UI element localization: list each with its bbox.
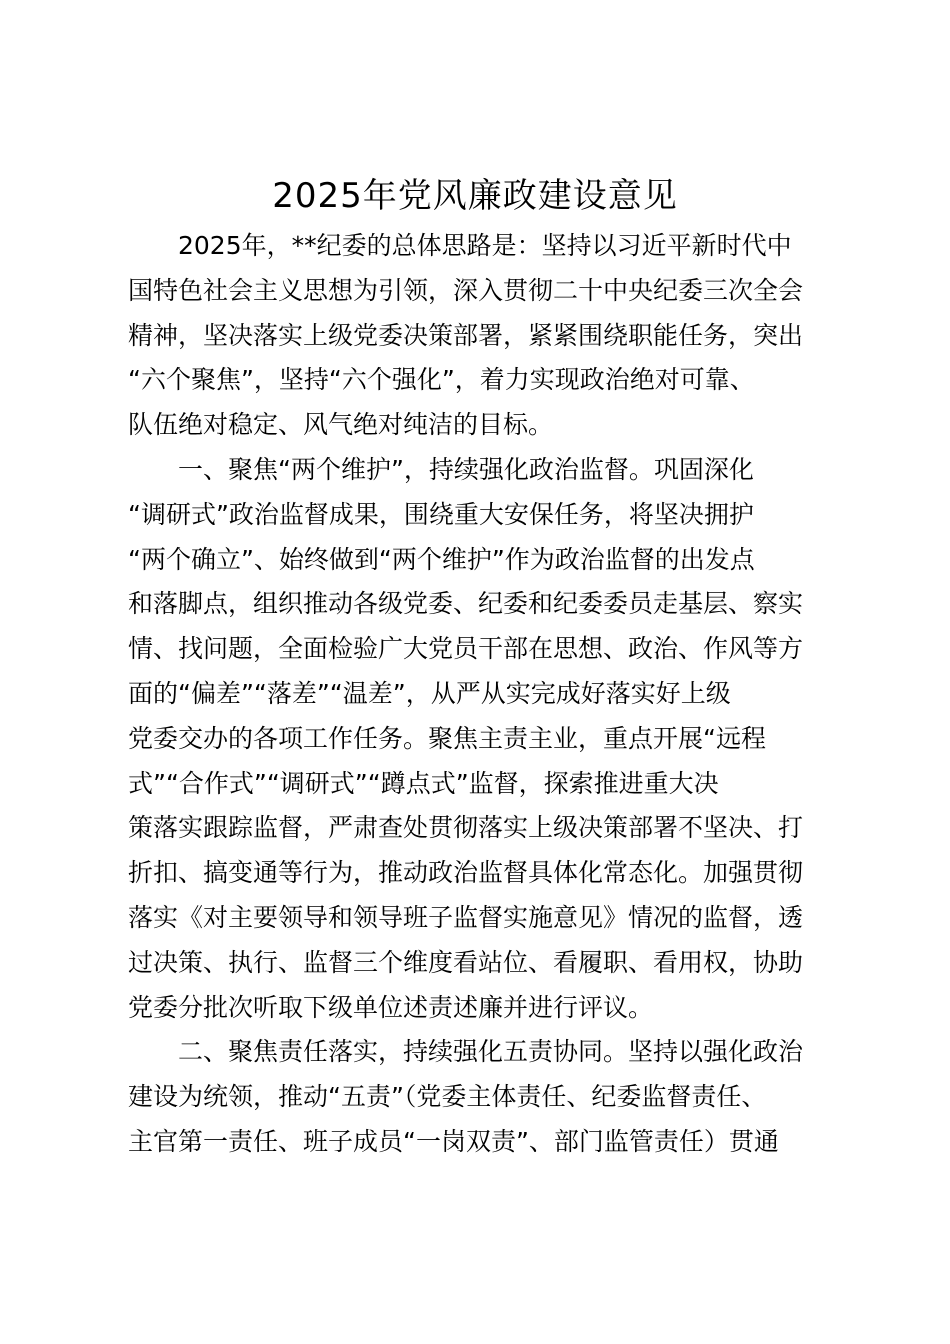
paragraph-line: 二、聚焦责任落实，持续强化五责协同。坚持以强化政治 xyxy=(178,1037,804,1067)
paragraph-section-2 xyxy=(128,1030,828,1164)
paragraph-line: 折扣、搞变通等行为，推动政治监督具体化常态化。加强贯彻 xyxy=(128,858,804,888)
paragraph-line: 情、找问题，全面检验广大党员干部在思想、政治、作风等方 xyxy=(128,634,804,664)
paragraph-line: 落实《对主要领导和领导班子监督实施意见》情况的监督，透 xyxy=(128,902,804,932)
paragraph-line: 国特色社会主义思想为引领，深入贯彻二十中央纪委三次全会 xyxy=(128,275,804,305)
paragraph-line: 建设为统领，推动“五责”（党委主体责任、纪委监督责任、 xyxy=(128,1082,767,1112)
paragraph-line: 2025年，**纪委的总体思路是：坚持以习近平新时代中 xyxy=(178,231,792,260)
paragraph-line: 党委分批次听取下级单位述责述廉并进行评议。 xyxy=(128,992,654,1022)
paragraph-line: 过决策、执行、监督三个维度看站位、看履职、看用权，协助 xyxy=(128,947,804,977)
paragraph-line: “两个确立”、始终做到“两个维护”作为政治监督的出发点 xyxy=(128,544,755,574)
paragraph-line: 式”“合作式”“调研式”“蹲点式”监督，探索推进重大决 xyxy=(128,768,719,798)
paragraph-line: 策落实跟踪监督，严肃查处贯彻落实上级决策部署不坚决、打 xyxy=(128,813,804,843)
paragraph-line: “调研式”政治监督成果，围绕重大安保任务，将坚决拥护 xyxy=(128,499,754,529)
paragraph-line: 面的“偏差”“落差”“温差”，从严从实完成好落实好上级 xyxy=(128,678,731,708)
paragraph-line: “六个聚焦”，坚持“六个强化”，着力实现政治绝对可靠、 xyxy=(128,365,755,395)
paragraph-intro xyxy=(128,224,828,448)
paragraph-line: 精神，坚决落实上级党委决策部署，紧紧围绕职能任务，突出 xyxy=(128,320,804,350)
document-body xyxy=(128,224,828,1165)
document-title: 2025年党风廉政建设意见 xyxy=(272,176,678,216)
paragraph-line: 党委交办的各项工作任务。聚焦主责主业，重点开展“远程 xyxy=(128,723,766,753)
paragraph-line: 主官第一责任、班子成员“一岗双责”、部门监管责任）贯通 xyxy=(128,1126,779,1156)
paragraph-line: 和落脚点，组织推动各级党委、纪委和纪委委员走基层、察实 xyxy=(128,589,804,619)
paragraph-line: 一、聚焦“两个维护”，持续强化政治监督。巩固深化 xyxy=(178,454,754,484)
paragraph-line: 队伍绝对稳定、风气绝对纯洁的目标。 xyxy=(128,410,554,440)
paragraph-section-1 xyxy=(128,448,828,1030)
